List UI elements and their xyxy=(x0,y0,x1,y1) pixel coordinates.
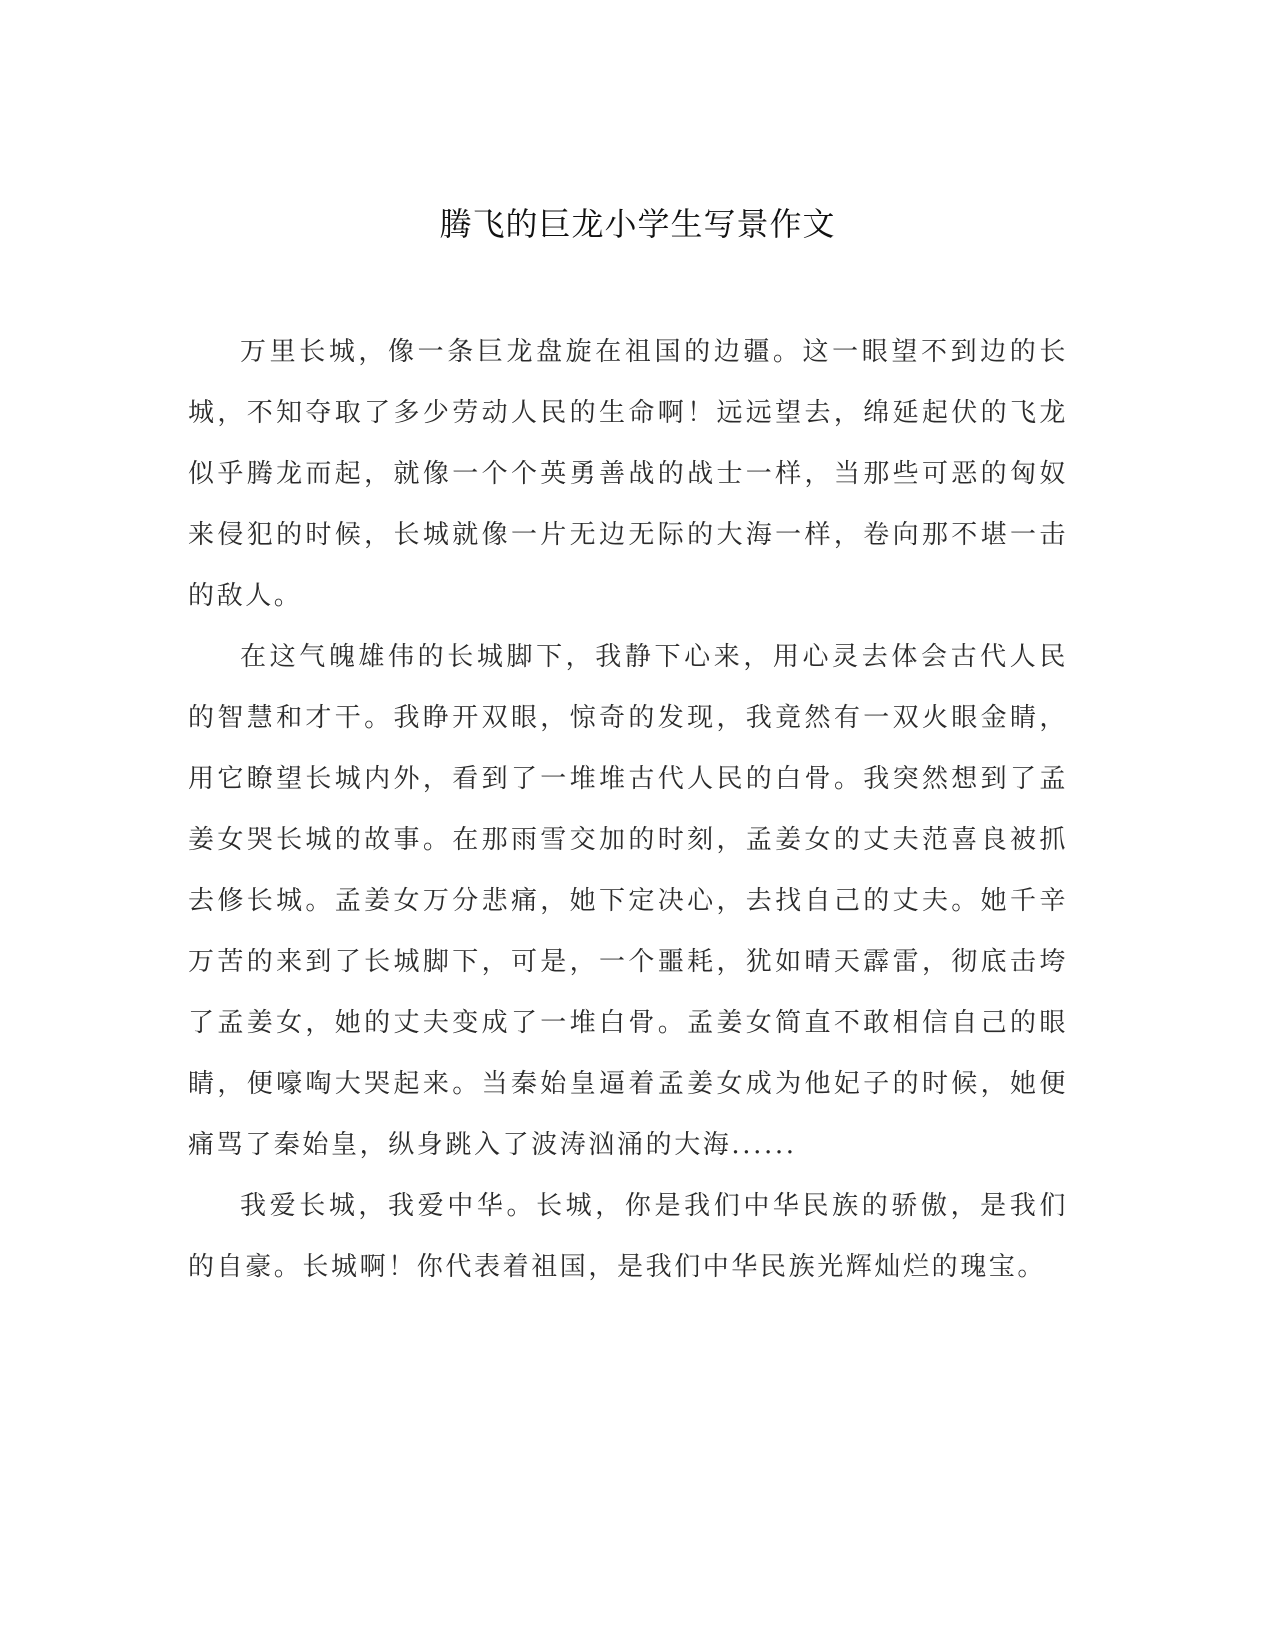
paragraph-2: 在这气魄雄伟的长城脚下，我静下心来，用心灵去体会古代人民的智慧和才干。我睁开双眼，惊奇的发现，我竟然有一双火眼金睛，用它瞭望长城内外，看到了一堆堆古代人民的白骨。我突然想到了孟姜女哭长城的故事。在那雨雪交加的时刻，孟姜女的丈夫范喜良被抓去修长城。孟姜女万分悲痛，她下定决心，去找自己的丈夫。她千辛万苦的来到了长城脚下，可是，一个噩耗，犹如晴天霹雷，彻底击垮了孟姜女，她的丈夫变成了一堆白骨。孟姜女简直不敢相信自己的眼睛，便嚎啕大哭起来。当秦始皇逼着孟姜女成为他妃子的时候，她便痛骂了秦始皇，纵身跳入了波涛汹涌的大海...... xyxy=(188,642,1068,1160)
paragraph-1: 万里长城，像一条巨龙盘旋在祖国的边疆。这一眼望不到边的长城，不知夺取了多少劳动人民的生命啊！远远望去，绵延起伏的飞龙似乎腾龙而起，就像一个个英勇善战的战士一样，当那些可恶的匈奴来侵犯的时候，长城就像一片无边无际的大海一样，卷向那不堪一击的敌人。 xyxy=(188,337,1068,611)
paragraph-3: 我爱长城，我爱中华。长城，你是我们中华民族的骄傲，是我们的自豪。长城啊！你代表着祖国，是我们中华民族光辉灿烂的瑰宝。 xyxy=(188,1191,1068,1282)
document-title: 腾飞的巨龙小学生写景作文 xyxy=(439,205,836,243)
document-body xyxy=(188,322,1068,1298)
